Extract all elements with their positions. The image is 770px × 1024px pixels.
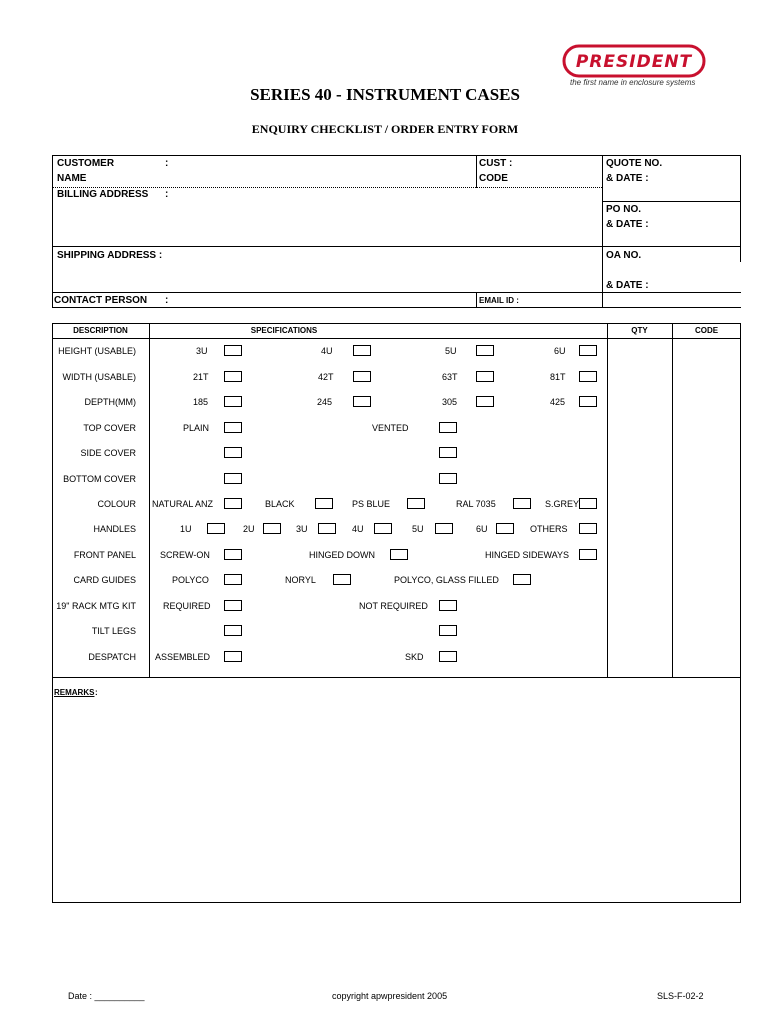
option-label-63t: 63T [442,372,458,382]
row-label-height: HEIGHT (USABLE) [58,346,136,356]
footer-form-number: SLS-F-02-2 [657,991,704,1001]
oa-date-label: & DATE : [606,280,649,291]
checkbox-handle-5u[interactable] [435,523,453,534]
option-label-5u: 5U [445,346,457,356]
contact-person-label: CONTACT PERSON [54,295,148,306]
col-description: DESCRIPTION [73,326,128,335]
company-logo [562,44,706,82]
table-row-tilt-legs [0,624,770,640]
row-label-front-panel: FRONT PANEL [73,550,136,560]
checkbox-despatch-assembled[interactable] [224,651,242,662]
checkbox-handle-6u[interactable] [496,523,514,534]
row-label-top-cover: TOP COVER [83,423,136,433]
logo-tagline: the first name in enclosure systems [570,78,696,87]
row-label-colour: COLOUR [97,499,136,509]
option-label-natural-anz: NATURAL ANZ [152,499,214,509]
option-label-plain: PLAIN [183,423,210,433]
option-label-polyco-glass-filled: POLYCO, GLASS FILLED [394,575,499,585]
checkbox-side-cover-vented[interactable] [439,447,457,458]
checkbox-handle-3u[interactable] [318,523,336,534]
checkbox-handle-others[interactable] [579,523,597,534]
option-label-185: 185 [193,397,209,407]
option-label-not-required: NOT REQUIRED [359,601,428,611]
table-row-colour [0,497,770,513]
table-row-side-cover [0,446,770,462]
billing-address-colon: : [165,189,169,200]
col-specifications: SPECIFICATIONS [250,326,318,335]
option-label-42t: 42T [318,372,334,382]
row-label-bottom-cover: BOTTOM COVER [63,474,136,484]
table-row-handles [0,522,770,538]
footer-copyright: copyright apwpresident 2005 [332,991,448,1001]
po-no-label: PO NO. [606,204,642,215]
option-label-4u: 4U [321,346,333,356]
option-label-handle-2u: 2U [243,524,255,534]
quote-date-label: & DATE : [606,173,649,184]
table-row-front-panel [0,548,770,564]
table-row-height [0,344,770,360]
table-row-depth [0,395,770,411]
col-qty: QTY [631,326,648,335]
checkbox-colour-black[interactable] [315,498,333,509]
option-label-screw-on: SCREW-ON [160,550,210,560]
checkbox-colour-ral-7035[interactable] [513,498,531,509]
email-id-label: EMAIL ID : [479,296,519,305]
shipping-address-label: SHIPPING ADDRESS : [57,250,163,261]
table-row-width [0,370,770,386]
checkbox-height-6u[interactable] [579,345,597,356]
option-label-handle-6u: 6U [476,524,488,534]
checkbox-height-4u[interactable] [353,345,371,356]
option-label-vented: VENTED [372,423,409,433]
option-label-handle-1u: 1U [180,524,192,534]
oa-no-label: OA NO. [606,250,642,261]
option-label-required: REQUIRED [163,601,211,611]
table-row-despatch [0,650,770,666]
remarks-label: REMARKS [54,688,95,697]
table-row-top-cover [0,421,770,437]
option-label-hinged-down: HINGED DOWN [309,550,375,560]
col-code: CODE [694,326,719,335]
option-label-hinged-sideways: HINGED SIDEWAYS [485,550,570,560]
checkbox-depth-305[interactable] [476,396,494,407]
option-label-ps-blue: PS BLUE [352,499,391,509]
contact-person-colon: : [165,295,169,306]
checkbox-width-81t[interactable] [579,371,597,382]
checkbox-depth-185[interactable] [224,396,242,407]
cust-code-label-1: CUST : [479,158,513,169]
customer-block [52,155,741,308]
row-label-rack-mtg-kit: 19" RACK MTG KIT [56,601,136,611]
row-label-depth: DEPTH(MM) [84,397,136,407]
checkbox-handle-2u[interactable] [263,523,281,534]
page-subtitle: ENQUIRY CHECKLIST / ORDER ENTRY FORM [251,122,519,136]
option-label-handle-3u: 3U [296,524,308,534]
option-label-handle-5u: 5U [412,524,424,534]
checkbox-rack-kit-not-required[interactable] [439,600,457,611]
checkbox-front-panel-hinged-sideways[interactable] [579,549,597,560]
checkbox-side-cover-plain[interactable] [224,447,242,458]
row-label-card-guides: CARD GUIDES [73,575,136,585]
option-label-skd: SKD [405,652,424,662]
option-label-6u: 6U [554,346,566,356]
row-label-side-cover: SIDE COVER [80,448,136,458]
cust-code-label-2: CODE [479,173,508,184]
row-label-handles: HANDLES [93,524,136,534]
option-label-425: 425 [550,397,566,407]
option-label-black: BLACK [265,499,295,509]
checkbox-tilt-legs-required[interactable] [224,625,242,636]
checkbox-colour-s-grey[interactable] [579,498,597,509]
customer-name-label-1: CUSTOMER [57,158,115,169]
checkbox-colour-natural-anz[interactable] [224,498,242,509]
table-row-bottom-cover [0,472,770,488]
checkbox-tilt-legs-not-required[interactable] [439,625,457,636]
po-date-label: & DATE : [606,219,649,230]
checkbox-card-guides-polyco-glass-filled[interactable] [513,574,531,585]
checkbox-bottom-cover-vented[interactable] [439,473,457,484]
checkbox-handle-1u[interactable] [207,523,225,534]
checkbox-depth-425[interactable] [579,396,597,407]
option-label-handle-4u: 4U [352,524,364,534]
checkbox-rack-kit-required[interactable] [224,600,242,611]
option-label-s-grey: S.GREY [545,499,580,509]
checkbox-bottom-cover-plain[interactable] [224,473,242,484]
checkbox-colour-ps-blue[interactable] [407,498,425,509]
row-label-despatch: DESPATCH [88,652,136,662]
checkbox-width-21t[interactable] [224,371,242,382]
checkbox-front-panel-screw-on[interactable] [224,549,242,560]
remarks-colon: : [95,688,98,697]
option-label-21t: 21T [193,372,209,382]
footer-date: Date : __________ [68,991,145,1001]
billing-address-label: BILLING ADDRESS [57,189,149,200]
option-label-handle-others: OTHERS [530,524,568,534]
row-label-width: WIDTH (USABLE) [62,372,136,382]
svg-text:PRESIDENT: PRESIDENT [575,52,693,72]
option-label-polyco: POLYCO [172,575,209,585]
option-label-305: 305 [442,397,458,407]
page-title: SERIES 40 - INSTRUMENT CASES [250,85,520,104]
checkbox-height-5u[interactable] [476,345,494,356]
option-label-245: 245 [317,397,333,407]
table-row-card-guides [0,573,770,589]
option-label-81t: 81T [550,372,566,382]
checkbox-handle-4u[interactable] [374,523,392,534]
checkbox-depth-245[interactable] [353,396,371,407]
option-label-noryl: NORYL [285,575,316,585]
checkbox-card-guides-polyco[interactable] [224,574,242,585]
checkbox-top-cover-vented[interactable] [439,422,457,433]
row-label-tilt-legs: TILT LEGS [91,626,136,636]
customer-name-colon: : [165,158,169,169]
quote-no-label: QUOTE NO. [606,158,663,169]
customer-name-label-2: NAME [57,173,87,184]
checkbox-height-3u[interactable] [224,345,242,356]
option-label-ral-7035: RAL 7035 [456,499,496,509]
table-row-rack-mtg-kit [0,599,770,615]
checkbox-width-63t[interactable] [476,371,494,382]
checkbox-width-42t[interactable] [353,371,371,382]
checkbox-front-panel-hinged-down[interactable] [390,549,408,560]
checkbox-card-guides-noryl[interactable] [333,574,351,585]
option-label-assembled: ASSEMBLED [155,652,211,662]
checkbox-despatch-skd[interactable] [439,651,457,662]
option-label-3u: 3U [196,346,208,356]
checkbox-top-cover-plain[interactable] [224,422,242,433]
